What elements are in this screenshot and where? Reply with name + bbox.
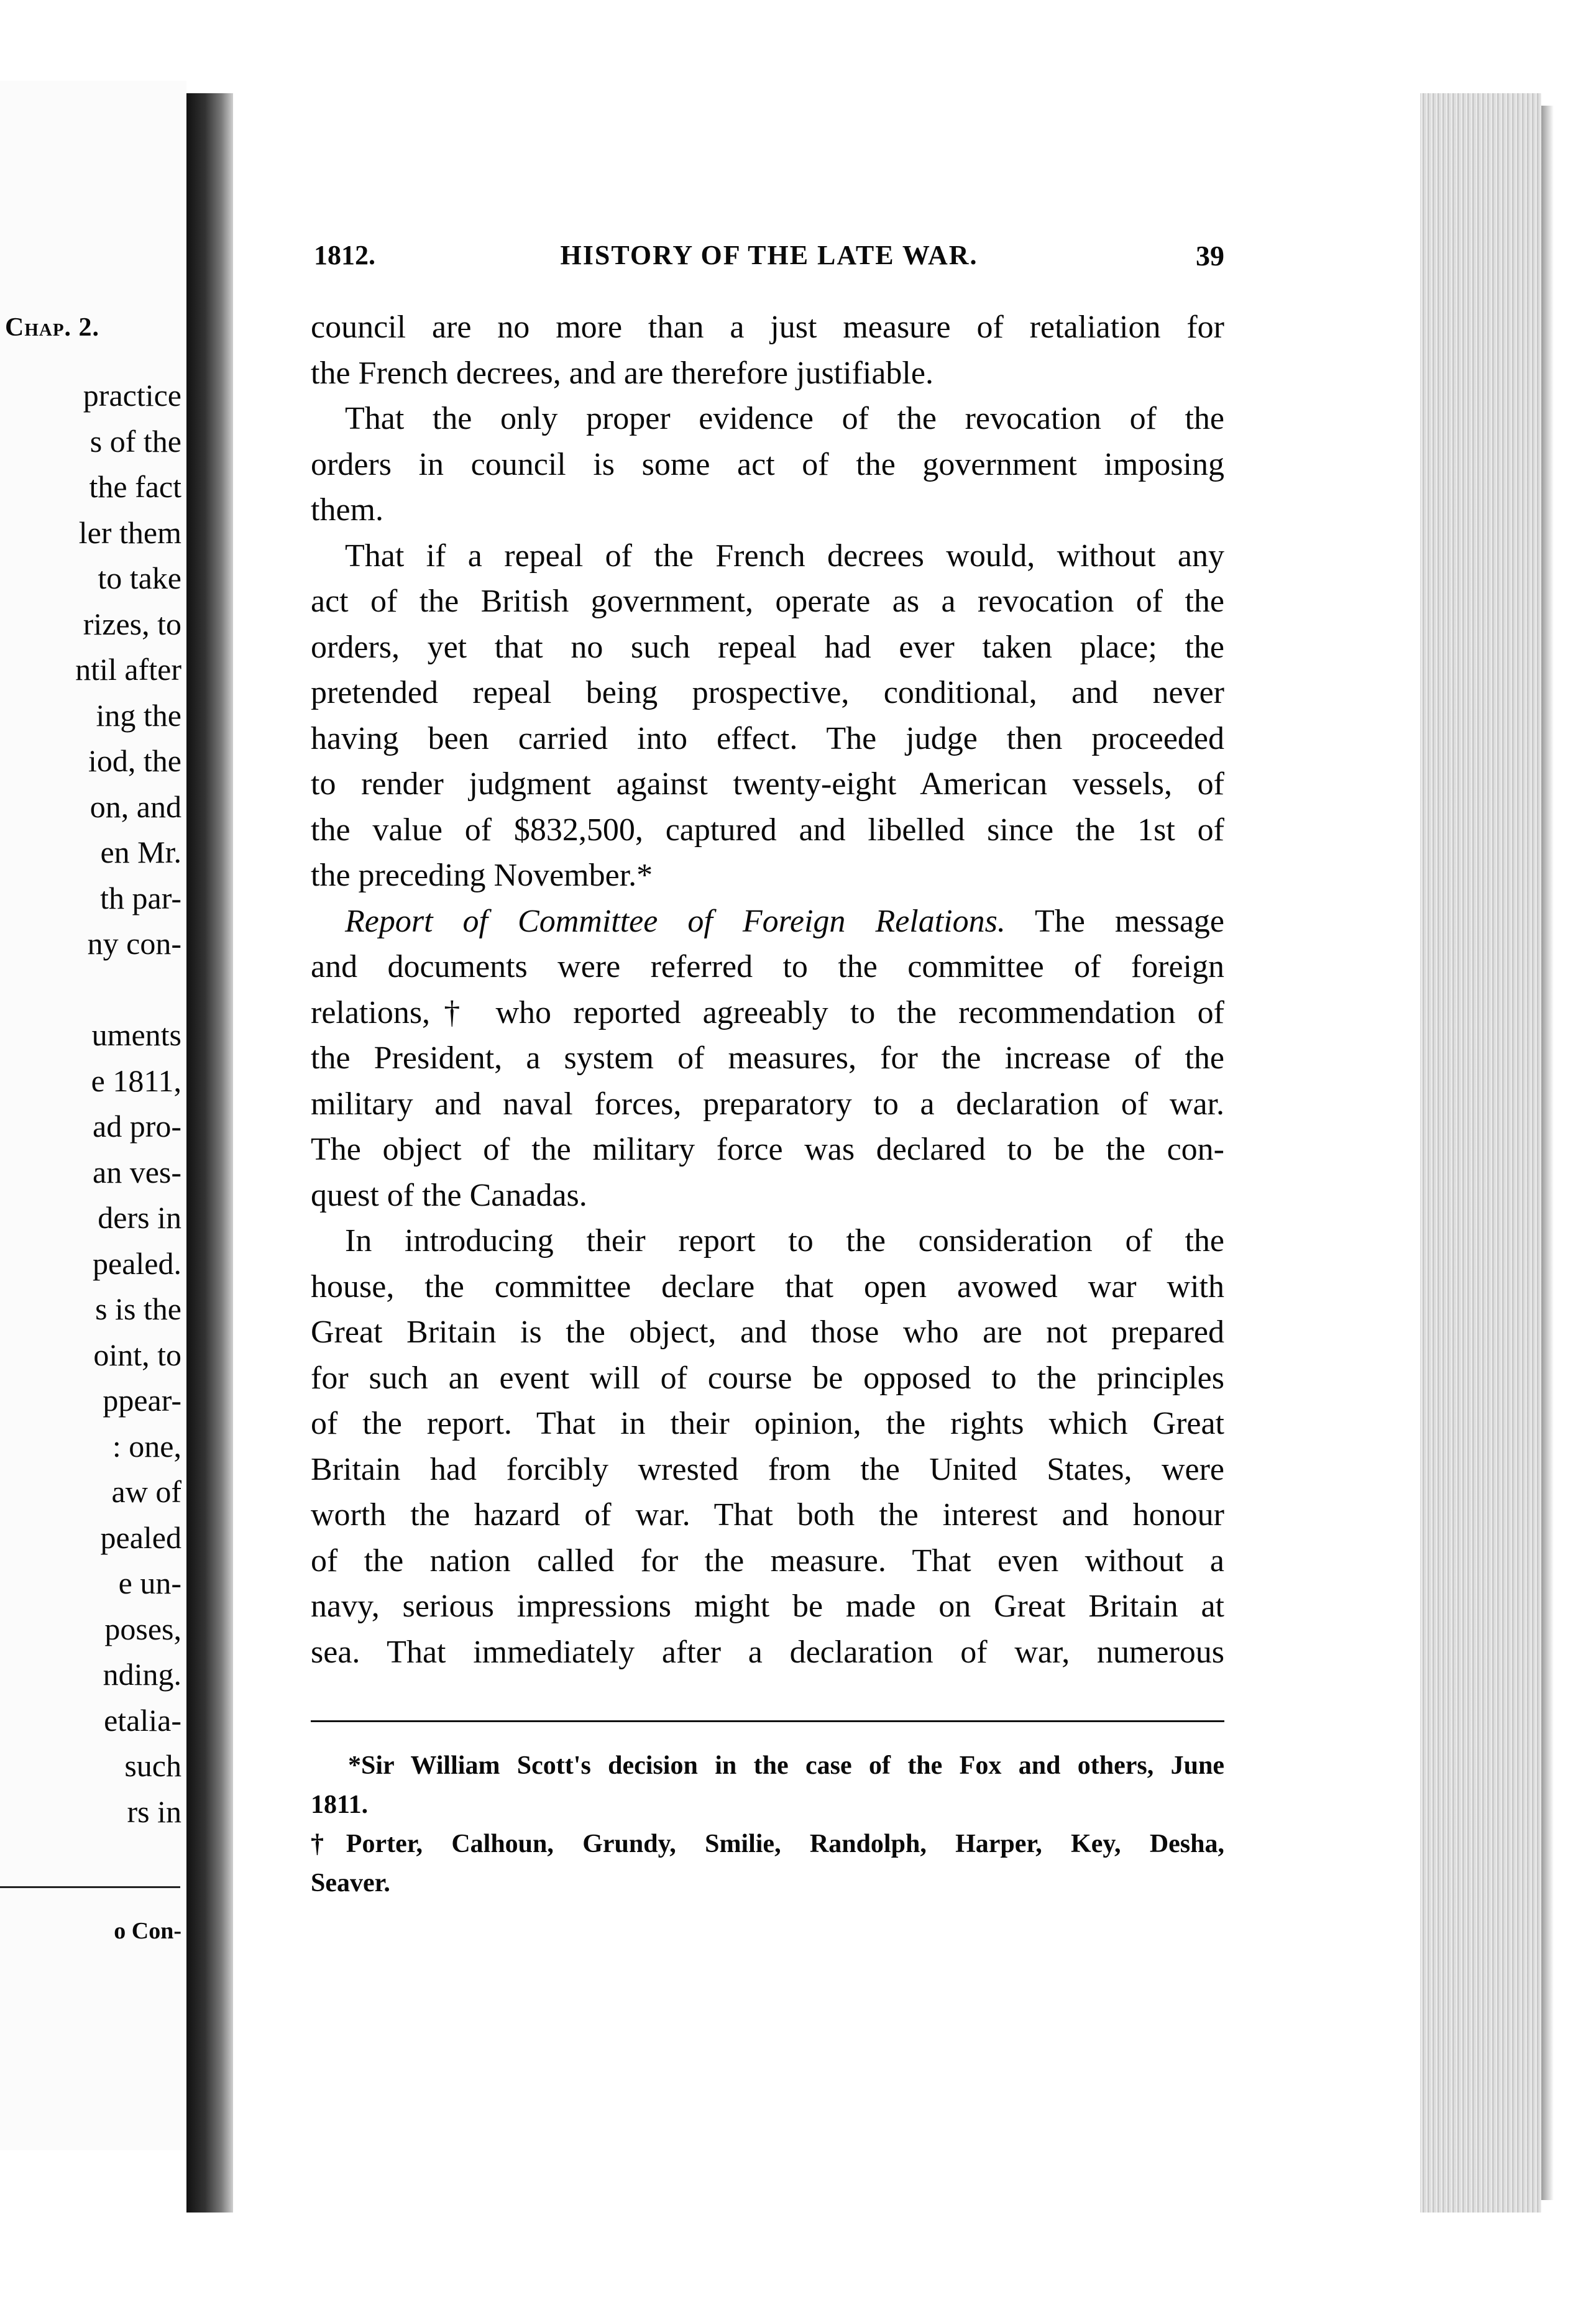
left-line: s is the [95,1291,181,1326]
left-line: practice [83,378,181,413]
text-line: and documents were referred to the committee of foreign [311,949,1224,984]
footnote-line: †Porter, Calhoun, Grundy, Smilie, Randolph, Harper, Key, Desha, [311,1830,1224,1858]
left-line: the fact [89,469,181,504]
section-lead-rest: The message [1005,903,1224,939]
left-line [1,967,181,1013]
page-number: 39 [1196,240,1224,272]
left-line: s of the [89,423,181,459]
left-line: such [124,1748,181,1783]
text-line: having been carried into effect. The judge then proceeded [311,720,1224,756]
left-line: pealed. [93,1245,181,1281]
left-line: poses, [104,1611,181,1646]
text-line: The object of the military force was declared to be the con- [311,1132,1224,1167]
left-line: oint, to [93,1337,181,1372]
left-text-column [1,373,181,1835]
text-line: Britain had forcibly wrested from the United States, were [311,1451,1224,1487]
body-text [311,305,1224,1675]
left-line: ppear- [103,1383,181,1418]
footnote-rule [311,1720,1224,1722]
text-line: of the report. That in their opinion, the rights which Great [311,1406,1224,1441]
left-line: ad pro- [93,1109,181,1144]
text-line: orders, yet that no such repeal had ever taken place; the [311,629,1224,665]
text-line: the President, a system of measures, for the increase of the [311,1040,1224,1076]
text-line: to render judgment against twenty-eight American vessels, of [311,766,1224,802]
left-line: an ves- [93,1154,181,1190]
text-line: Great Britain is the object, and those who are not prepared [311,1314,1224,1350]
left-line: : one, [112,1428,181,1464]
running-head [314,239,1224,277]
left-line: ler them [78,515,181,550]
left-line: en Mr. [100,835,181,869]
left-line: rizes, to [83,606,181,641]
left-line: to take [98,561,181,595]
left-facing-page [0,81,186,2150]
left-line: ing the [96,697,181,733]
page-edges-shadow [1541,106,1554,2200]
text-line: sea. That immediately after a declaration of war, numerous [311,1634,1224,1670]
left-footnote-rule [0,1886,180,1888]
running-head-title: HISTORY OF THE LATE WAR. [560,240,978,270]
left-footnote: o Con- [114,1918,181,1944]
left-line: rs in [127,1794,181,1829]
text-line: them. [311,492,383,528]
left-line: nding. [103,1657,181,1692]
left-line: e 1811, [91,1063,181,1098]
text-line: act of the British government, operate as a revocation of the [311,584,1224,619]
section-heading-italic: Report of Committee of Foreign Relations. [345,903,1006,939]
text-line: council are no more than a just measure of retaliation for [311,310,1224,345]
left-line: iod, the [88,743,181,778]
text-line: worth the hazard of war. That both the interest and honour [311,1497,1224,1533]
text-line: for such an event will of course be opposed to the principles [311,1360,1224,1396]
left-running-head: Chap. 2. [5,313,100,342]
text-line: the French decrees, and are therefore justifiable. [311,355,933,391]
footnote-line: Seaver. [311,1869,390,1897]
left-line: th par- [100,880,181,915]
text-line: the value of $832,500, captured and libelled since the 1st of [311,812,1224,848]
text-line: In introducing their report to the consideration of the [345,1223,1224,1259]
footnotes [311,1746,1224,1903]
footnote-line: 1811. [311,1791,369,1819]
left-line: pealed [100,1520,181,1555]
left-line: e un- [118,1566,181,1600]
book-gutter-shadow [186,93,233,2213]
text-line: That the only proper evidence of the revocation of the [345,401,1224,436]
text-line: military and naval forces, preparatory to a declaration of war. [311,1086,1224,1122]
text-line: the preceding November.* [311,858,653,893]
text-line: pretended repeal being prospective, conditional, and never [311,675,1224,710]
left-line: ntil after [75,652,181,687]
text-line: quest of the Canadas. [311,1177,587,1213]
text-line: of the nation called for the measure. That even without a [311,1543,1224,1579]
left-line: ders in [98,1200,181,1235]
text-line: That if a repeal of the French decrees would, without any [345,538,1224,574]
footnote-line: *Sir William Scott's decision in the case of the Fox and others, June [348,1751,1224,1780]
page-edges [1420,93,1541,2213]
left-line: on, and [89,789,181,824]
text-line: navy, serious impressions might be made on Great Britain at [311,1589,1224,1624]
text-line: house, the committee declare that open avowed war with [311,1268,1224,1305]
text-line: relations,† who reported agreeably to the recommendation of [311,994,1224,1030]
section-lead-line [311,899,1224,945]
text-line: orders in council is some act of the government imposing [311,446,1224,482]
left-line: etalia- [104,1702,181,1738]
left-line: uments [91,1017,181,1052]
left-line: ny con- [87,926,181,961]
left-line: aw of [111,1474,181,1509]
running-head-year: 1812. [314,240,375,270]
